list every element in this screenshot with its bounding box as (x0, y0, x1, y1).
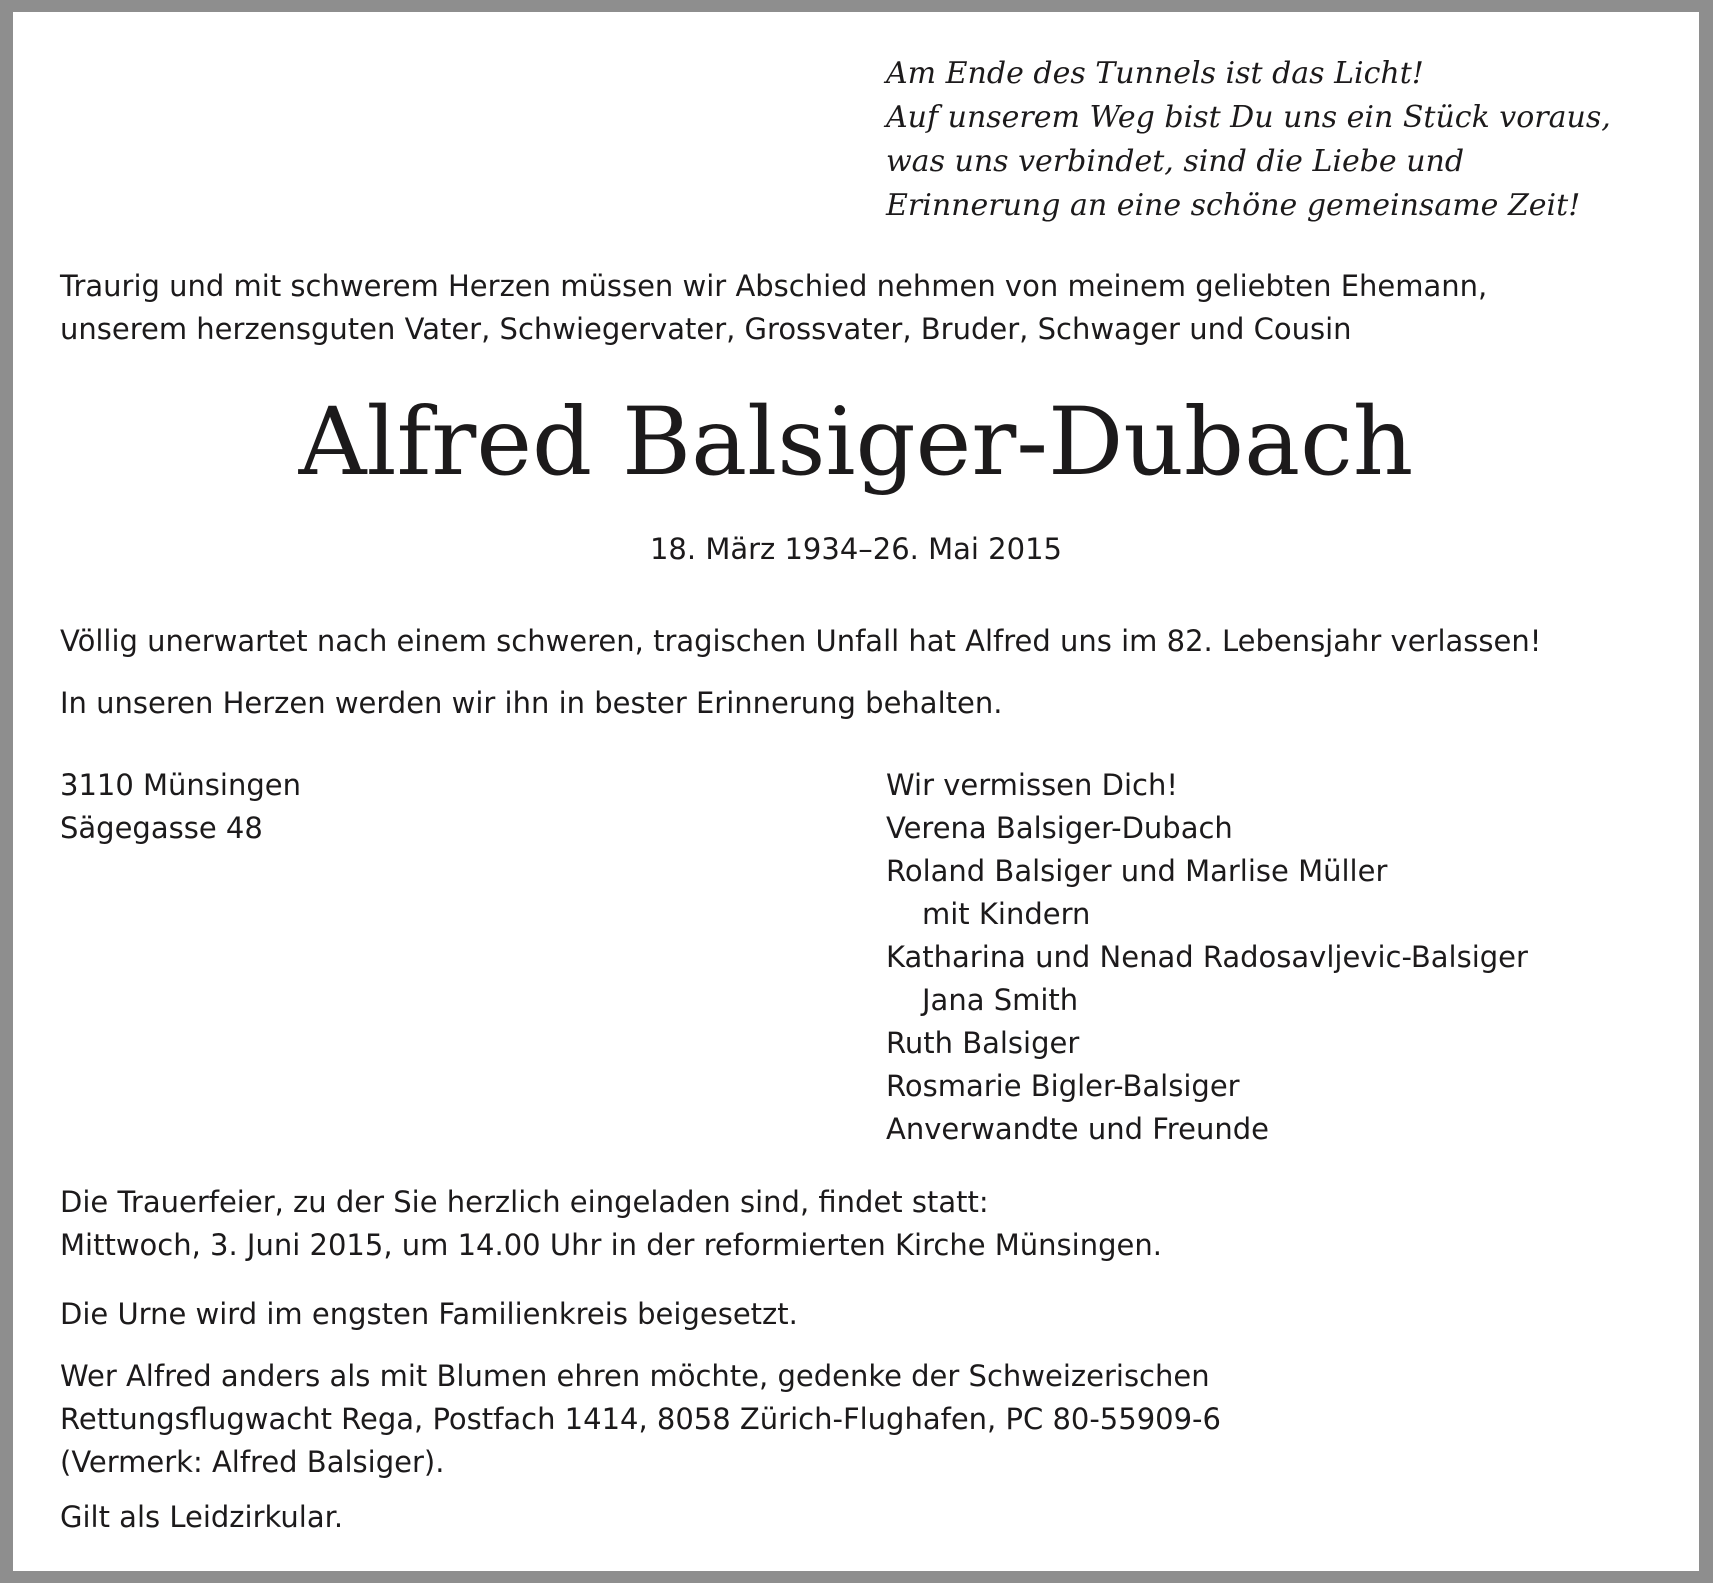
donation-line: Wer Alfred anders als mit Blumen ehren möchte, gedenke der Schweizerischen (60, 1359, 1210, 1393)
closing-note: Gilt als Leidzirkular. (60, 1500, 344, 1534)
service-line: Mittwoch, 3. Juni 2015, um 14.00 Uhr in der reformierten Kirche Münsingen. (60, 1228, 1162, 1262)
donation-line: (Vermerk: Alfred Balsiger). (60, 1445, 445, 1479)
address-block (60, 764, 301, 850)
verse-line: Erinnerung an eine schöne gemeinsame Zeit! (886, 188, 1581, 223)
donation-line: Rettungsflugwacht Rega, Postfach 1414, 8058 Zürich-Flughafen, PC 80-55909-6 (60, 1402, 1221, 1436)
mourner-name: Katharina und Nenad Radosavljevic-Balsiger (886, 940, 1528, 974)
service-info (60, 1181, 1162, 1267)
address-city: 3110 Münsingen (60, 768, 301, 802)
address-street: Sägegasse 48 (60, 811, 263, 845)
mourners-heading: Wir vermissen Dich! (886, 768, 1178, 802)
deceased-name: Alfred Balsiger-Dubach (298, 388, 1414, 497)
mourner-name: Ruth Balsiger (886, 1026, 1080, 1060)
mourners-list (886, 764, 1528, 1151)
donation-info (60, 1355, 1221, 1484)
service-line: Die Trauerfeier, zu der Sie herzlich eingeladen sind, findet statt: (60, 1185, 989, 1219)
life-dates: 18. März 1934–26. Mai 2015 (649, 532, 1062, 566)
memorial-verse (886, 52, 1611, 228)
intro-line: unserem herzensguten Vater, Schwiegervater, Grossvater, Bruder, Schwager und Cousin (60, 312, 1352, 346)
message-line-2: In unseren Herzen werden wir ihn in bester Erinnerung behalten. (60, 686, 1003, 720)
verse-line: Auf unserem Weg bist Du uns ein Stück voraus, (886, 100, 1611, 135)
mourner-name: Verena Balsiger-Dubach (886, 811, 1233, 845)
intro-line: Traurig und mit schwerem Herzen müssen wir Abschied nehmen von meinem geliebten Ehemann, (60, 269, 1488, 303)
intro-paragraph (60, 265, 1487, 351)
verse-line: Am Ende des Tunnels ist das Licht! (886, 56, 1424, 91)
mourner-name: Roland Balsiger und Marlise Müller (886, 854, 1388, 888)
obituary-notice (13, 12, 1699, 1571)
mourner-name: mit Kindern (922, 897, 1091, 931)
mourner-name: Jana Smith (922, 983, 1079, 1017)
mourner-name: Rosmarie Bigler-Balsiger (886, 1069, 1240, 1103)
mourner-name: Anverwandte und Freunde (886, 1112, 1269, 1146)
urn-note: Die Urne wird im engsten Familienkreis beigesetzt. (60, 1297, 798, 1331)
verse-line: was uns verbindet, sind die Liebe und (886, 144, 1465, 179)
message-line-1: Völlig unerwartet nach einem schweren, tragischen Unfall hat Alfred uns im 82. Lebensjahr verlassen! (60, 624, 1542, 658)
